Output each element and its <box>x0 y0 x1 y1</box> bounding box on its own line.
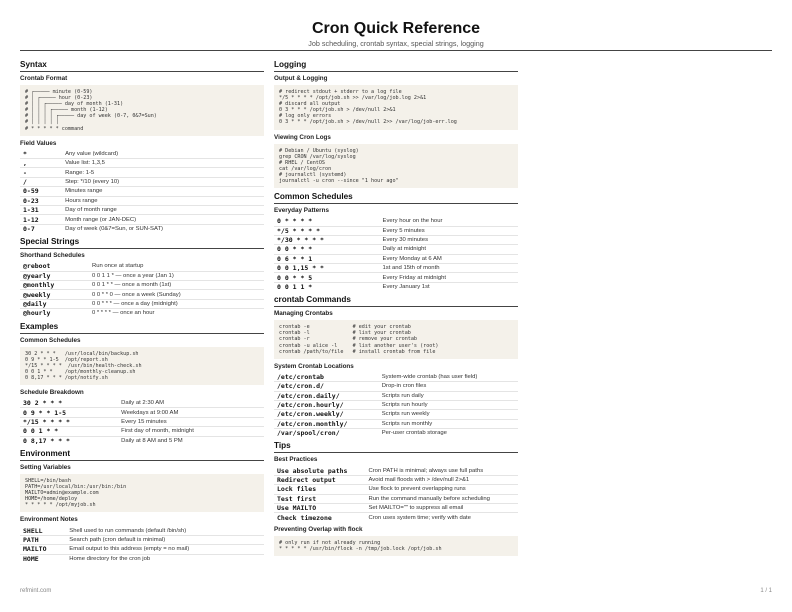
subheading-viewing-logs: Viewing Cron Logs <box>274 133 331 141</box>
row-value: Step: */10 (every 10) <box>62 177 264 186</box>
row-key: /etc/cron.monthly/ <box>274 419 379 428</box>
row-key: 0 9 * * 1-5 <box>20 408 118 417</box>
row-value: Range: 1-5 <box>62 168 264 177</box>
table-row <box>274 419 518 428</box>
row-key: 0 0 * * 5 <box>274 273 380 282</box>
row-key: 0-23 <box>20 196 62 205</box>
code-block-examples: 30 2 * * * /usr/local/bin/backup.sh 0 9 * * 1-5 /opt/report.sh */15 * * * * /usr/bin/health-check.sh 0 0 1 * * /opt/monthly-cleanup.sh 0 8,17 * * * /opt/notify.sh <box>20 347 264 385</box>
row-value: Run once at startup <box>89 262 264 271</box>
row-key: , <box>20 159 62 168</box>
row-key: 0 0 1 * * <box>20 427 118 436</box>
section-heading-syntax: Syntax <box>20 60 264 72</box>
row-value: Scripts run hourly <box>379 400 518 409</box>
subheading-shorthand: Shorthand Schedules <box>20 252 85 260</box>
table-row <box>274 400 518 409</box>
row-value: Email output to this address (empty = no mail) <box>66 545 264 554</box>
footer-site: refmint.com <box>20 588 52 594</box>
row-value: Daily at 8 AM and 5 PM <box>121 437 183 444</box>
row-value: Minutes range <box>62 187 264 196</box>
row-value: Set MAILTO="" to suppress all email <box>365 504 518 513</box>
table-row <box>20 436 264 445</box>
table-row <box>20 417 264 426</box>
row-value: Avoid mail floods with > /dev/null 2>&1 <box>365 475 518 484</box>
row-key: 0 * * * * <box>274 217 380 226</box>
row-key: PATH <box>20 535 66 544</box>
section-heading-crontab-commands: crontab Commands <box>274 295 518 307</box>
section-heading-examples: Examples <box>20 322 264 334</box>
table-row <box>20 196 264 205</box>
row-key: @daily <box>20 299 89 308</box>
table-row <box>274 373 518 382</box>
table-row <box>274 504 518 513</box>
row-value: Every Monday at 6 AM <box>380 254 518 263</box>
row-value: Daily at 2:30 AM <box>118 399 264 408</box>
section-heading-environment: Environment <box>20 449 264 461</box>
row-key: Lock files <box>274 485 365 494</box>
row-key: 1-31 <box>20 206 62 215</box>
table-row <box>20 224 264 233</box>
header-divider <box>20 50 772 51</box>
row-value: 0 0 1 1 * — once a year (Jan 1) <box>89 271 264 280</box>
row-key: */30 * * * * <box>274 235 380 244</box>
row-value: Every 30 minutes <box>380 235 518 244</box>
table-row <box>20 262 264 271</box>
row-key: 0-59 <box>20 187 62 196</box>
table-row <box>20 309 264 318</box>
page-header <box>0 20 792 48</box>
subheading-common-schedules: Common Schedules <box>20 336 81 344</box>
row-value: 0 0 * * * — once a day (midnight) <box>89 299 264 308</box>
row-value: Run the command manually before scheduling <box>365 494 518 503</box>
row-key: /etc/cron.d/ <box>274 382 379 391</box>
footer-page-number: 1 / 1 <box>760 588 772 594</box>
table-row <box>20 150 264 159</box>
row-value: Every 5 minutes <box>380 226 518 235</box>
table-row <box>20 177 264 186</box>
row-value: Every Friday at midnight <box>380 273 518 282</box>
table-row <box>20 399 264 408</box>
subheading-environment-notes: Environment Notes <box>20 516 78 524</box>
environment-notes-table <box>20 526 264 563</box>
table-row <box>20 159 264 168</box>
table-row <box>20 427 264 436</box>
section-heading-logging: Logging <box>274 60 518 72</box>
table-row <box>20 168 264 177</box>
code-block-output-logging: # redirect stdout + stderr to a log file */5 * * * * /opt/job.sh >> /var/log/job.log 2>&1 # discard all output 0 3 * * * /opt/job.sh > /dev/null 2>&1 # log only errors 0 3 * * * /opt/job.sh > /dev/null 2>> /var/log/job-err.log <box>274 85 518 130</box>
row-value: Scripts run monthly <box>379 419 518 428</box>
row-key: 30 2 * * * <box>20 399 118 408</box>
code-block-viewing-logs: # Debian / Ubuntu (syslog) grep CRON /var/log/syslog # RHEL / CentOS cat /var/log/cron # journalctl (systemd) journalctl -u cron --since "1 hour ago" <box>274 144 518 189</box>
row-value: Scripts run daily <box>379 391 518 400</box>
schedule-breakdown-table <box>20 399 264 445</box>
everyday-patterns-table <box>274 217 518 291</box>
subheading-crontab-format: Crontab Format <box>20 75 68 82</box>
page-subtitle: Job scheduling, crontab syntax, special strings, logging <box>308 39 484 48</box>
row-key: 0 0 * * * <box>274 245 380 254</box>
row-key: MAILTO <box>20 545 66 554</box>
table-row <box>20 215 264 224</box>
left-column <box>20 56 264 563</box>
row-key: @yearly <box>20 271 89 280</box>
table-row <box>274 226 518 235</box>
row-value: Weekdays at 9:00 AM <box>118 408 264 417</box>
row-key: @weekly <box>20 290 89 299</box>
row-key: @reboot <box>20 262 89 271</box>
row-value: Every hour on the hour <box>380 217 518 226</box>
row-value: Day of month range <box>62 206 264 215</box>
row-key: 0-7 <box>23 224 35 233</box>
table-row <box>20 280 264 289</box>
code-block-crontab-commands: crontab -e # edit your crontab crontab -l # list your crontab crontab -r # remove your crontab crontab -u alice -l # list another user's (root) crontab /path/to/file # install crontab from file <box>274 320 518 358</box>
subheading-best-practices: Best Practices <box>274 456 318 464</box>
subheading-system-crontab-locations: System Crontab Locations <box>274 362 354 370</box>
row-key: /var/spool/cron/ <box>277 429 340 438</box>
code-block-flock: # only run if not already running * * * * * /usr/bin/flock -n /tmp/job.lock /opt/job.sh <box>274 536 518 556</box>
table-row <box>20 408 264 417</box>
row-value: Any value (wildcard) <box>62 150 264 159</box>
section-heading-common-schedules: Common Schedules <box>274 192 518 204</box>
field-values-table <box>20 150 264 234</box>
row-key: Use MAILTO <box>274 504 365 513</box>
row-key: SHELL <box>20 526 66 535</box>
row-value: Home directory for the cron job <box>69 555 151 562</box>
subheading-managing-crontabs: Managing Crontabs <box>274 310 333 318</box>
section-heading-special-strings: Special Strings <box>20 237 264 249</box>
row-key: 1-12 <box>20 215 62 224</box>
row-key: /etc/cron.daily/ <box>274 391 379 400</box>
table-row <box>274 282 518 291</box>
row-value: Month range (or JAN-DEC) <box>62 215 264 224</box>
subheading-schedule-breakdown: Schedule Breakdown <box>20 388 84 396</box>
special-strings-table <box>20 262 264 317</box>
row-value: Per-user crontab storage <box>381 430 447 437</box>
table-row <box>274 410 518 419</box>
row-value: Drop-in cron files <box>379 382 518 391</box>
row-value: Hours range <box>62 196 264 205</box>
row-key: 0 8,17 * * * <box>23 436 70 445</box>
row-value: Day of week (0&7=Sun, or SUN-SAT) <box>65 225 164 232</box>
table-row <box>274 273 518 282</box>
row-value: Cron uses system time; verify with date <box>368 514 471 521</box>
table-row <box>20 299 264 308</box>
table-row <box>20 545 264 554</box>
code-block-environment: SHELL=/bin/bash PATH=/usr/local/bin:/usr/bin:/bin MAILTO=admin@example.com HOME=/home/deploy * * * * * /opt/myjob.sh <box>20 474 264 512</box>
row-key: / <box>20 177 62 186</box>
row-key: HOME <box>23 554 39 563</box>
row-value: Every January 1st <box>382 284 430 291</box>
row-value: Daily at midnight <box>380 245 518 254</box>
table-row <box>274 513 518 522</box>
row-value: First day of month, midnight <box>118 427 264 436</box>
table-row <box>20 187 264 196</box>
code-block-crontab-format: # ┌───── minute (0-59) # │ ┌───── hour (0-23) # │ │ ┌───── day of month (1-31) # │ │ │ ┌───── month (1-12) # │ │ │ │ ┌───── day of week (0-7, 0&7=Sun) # │ │ │ │ │ # * * * * * command <box>20 85 264 136</box>
system-locations-table <box>274 373 518 438</box>
row-key: 0 6 * * 1 <box>274 254 380 263</box>
table-row <box>20 206 264 215</box>
table-row <box>274 235 518 244</box>
row-value: Cron PATH is minimal; always use full paths <box>365 466 518 475</box>
row-key: @monthly <box>20 280 89 289</box>
row-key: /etc/crontab <box>274 373 379 382</box>
row-value: Shell used to run commands (default /bin/sh) <box>66 526 264 535</box>
row-key: Test first <box>274 494 365 503</box>
row-value: 1st and 15th of month <box>380 264 518 273</box>
row-key: @hourly <box>23 309 51 318</box>
row-key: Check timezone <box>277 513 332 522</box>
row-value: Search path (cron default is minimal) <box>66 535 264 544</box>
row-value: 0 0 1 * * — once a month (1st) <box>89 280 264 289</box>
subheading-setting-variables: Setting Variables <box>20 463 71 471</box>
row-key: 0 0 1 1 * <box>277 283 313 292</box>
row-value: System-wide crontab (has user field) <box>379 373 518 382</box>
table-row <box>274 475 518 484</box>
row-value: Use flock to prevent overlapping runs <box>365 485 518 494</box>
row-key: 0 0 1,15 * * <box>274 264 380 273</box>
table-row <box>274 217 518 226</box>
table-row <box>20 554 264 563</box>
row-value: Scripts run weekly <box>379 410 518 419</box>
row-key: */5 * * * * <box>274 226 380 235</box>
row-key: */15 * * * * <box>20 417 118 426</box>
row-key: Use absolute paths <box>274 466 365 475</box>
row-value: Every 15 minutes <box>118 417 264 426</box>
table-row <box>274 254 518 263</box>
table-row <box>274 485 518 494</box>
row-key: /etc/cron.weekly/ <box>274 410 379 419</box>
table-row <box>274 264 518 273</box>
page-title: Cron Quick Reference <box>311 20 481 37</box>
table-row <box>274 429 518 438</box>
table-row <box>20 526 264 535</box>
table-row <box>274 494 518 503</box>
right-column <box>274 56 518 556</box>
subheading-everyday-patterns: Everyday Patterns <box>274 207 329 215</box>
table-row <box>274 466 518 475</box>
subheading-preventing-overlap: Preventing Overlap with flock <box>274 525 363 533</box>
table-row <box>274 245 518 254</box>
table-row <box>20 271 264 280</box>
section-heading-tips: Tips <box>274 441 518 453</box>
row-value: Value list: 1,3,5 <box>62 159 264 168</box>
row-value: 0 0 * * 0 — once a week (Sunday) <box>89 290 264 299</box>
table-row <box>274 382 518 391</box>
table-row <box>274 391 518 400</box>
best-practices-table <box>274 466 518 521</box>
row-key: - <box>20 168 62 177</box>
row-value: 0 * * * * — once an hour <box>91 310 155 317</box>
table-row <box>20 535 264 544</box>
row-key: * <box>20 150 62 159</box>
row-key: /etc/cron.hourly/ <box>274 400 379 409</box>
subheading-field-values: Field Values <box>20 139 57 147</box>
row-key: Redirect output <box>274 475 365 484</box>
table-row <box>20 290 264 299</box>
subheading-output-logging: Output & Logging <box>274 75 328 82</box>
